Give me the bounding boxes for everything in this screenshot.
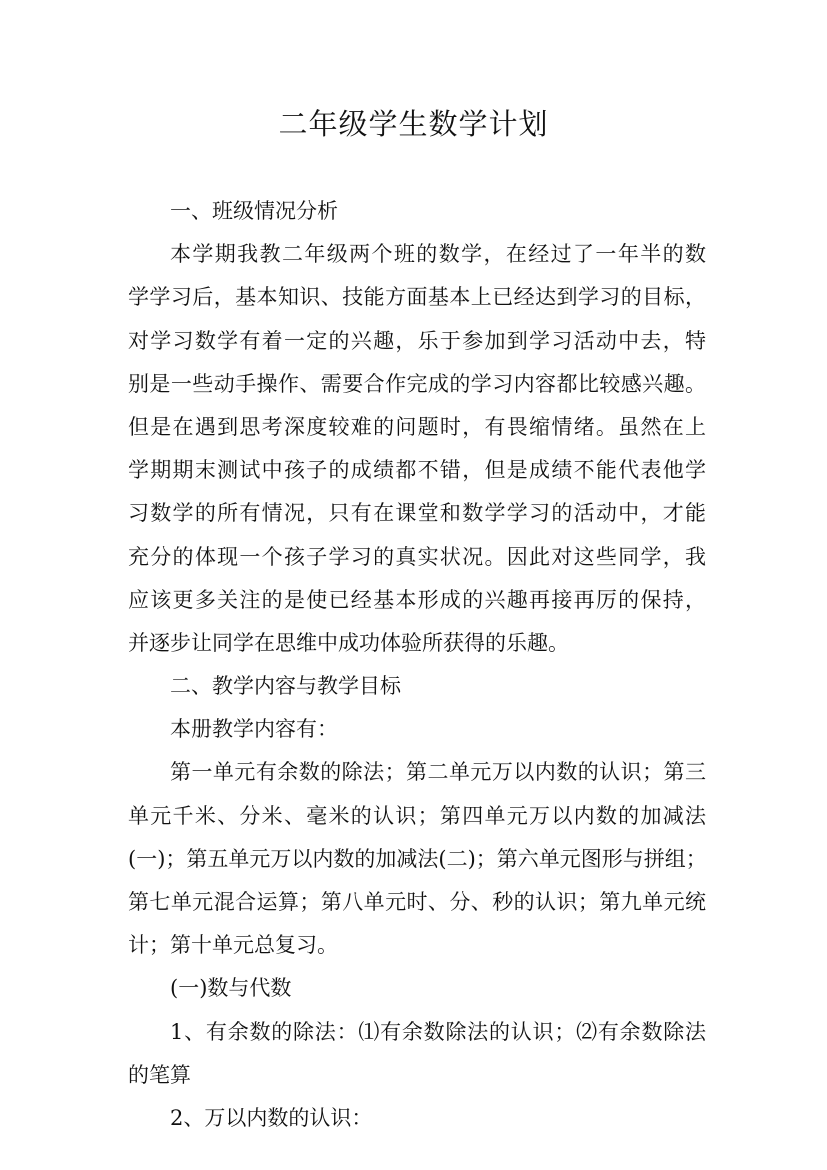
document-body [128,190,706,1140]
paragraph-line: 单元千米、分米、毫米的认识；第四单元万以内数的加减法 [128,803,706,828]
section-heading-class-analysis: 一、班级情况分析 [170,199,338,223]
paragraph-line: 计；第十单元总复习。 [128,933,338,958]
paragraph-line: 并逐步让同学在思维中成功体验所获得的乐趣。 [128,630,569,655]
section-heading-teaching-content: 二、教学内容与教学目标 [170,674,401,699]
list-item-line: 的笔算 [128,1062,191,1087]
paragraph-line: 但是在遇到思考深度较难的问题时，有畏缩情绪。虽然在上 [128,414,706,439]
paragraph-line: 别是一些动手操作、需要合作完成的学习内容都比较感兴趣。 [128,371,706,396]
subsection-heading-numbers-algebra: (一)数与代数 [170,976,292,1001]
paragraph-line: 学期期末测试中孩子的成绩都不错，但是成绩不能代表他学 [128,458,706,483]
paragraph-line: 第一单元有余数的除法；第二单元万以内数的认识；第三 [170,760,706,785]
paragraph-line: 第七单元混合运算；第八单元时、分、秒的认识；第九单元统 [128,890,706,914]
paragraph-line: 应该更多关注的是使已经基本形成的兴趣再接再厉的保持， [128,587,706,612]
list-item-line: 2、万以内数的认识： [170,1105,373,1130]
paragraph-line: (一)；第五单元万以内数的加减法(二)；第六单元图形与拼组； [128,846,707,871]
paragraph-line: 对学习数学有着一定的兴趣，乐于参加到学习活动中去，特 [128,328,706,353]
paragraph-line: 习数学的所有情况，只有在课堂和数学学习的活动中，才能 [128,501,706,526]
paragraph-line: 本学期我教二年级两个班的数学，在经过了一年半的数 [170,242,706,267]
document-title: 二年级学生数学计划 [278,107,549,141]
paragraph-line: 本册教学内容有： [170,717,338,742]
paragraph-line: 学学习后，基本知识、技能方面基本上已经达到学习的目标， [128,285,706,310]
list-item-line: 1、有余数的除法：⑴有余数除法的认识；⑵有余数除法 [170,1019,706,1044]
paragraph-line: 充分的体现一个孩子学习的真实状况。因此对这些同学，我 [128,544,706,569]
